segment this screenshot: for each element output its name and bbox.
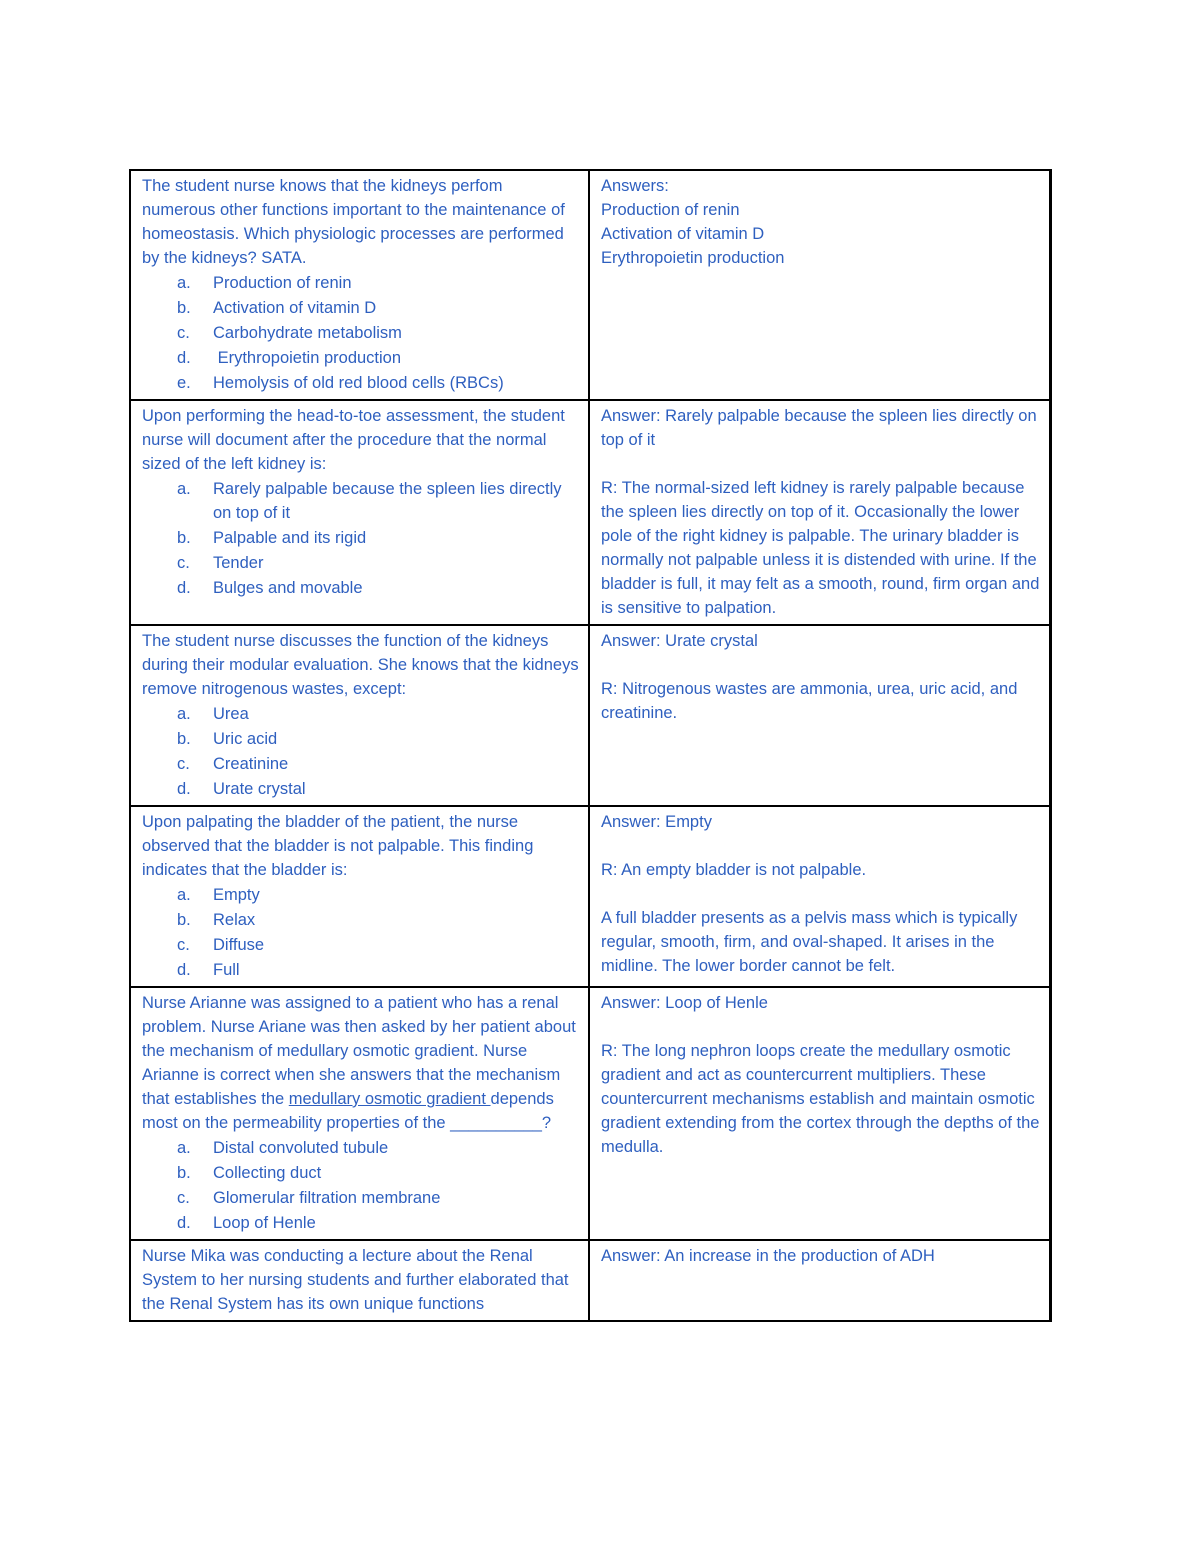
option-item — [142, 777, 580, 801]
option-letter: c. — [177, 936, 190, 954]
answer-text: Answer: Empty — [601, 813, 712, 831]
spacer — [601, 882, 1041, 906]
option-item — [142, 526, 580, 550]
option-item — [142, 1161, 580, 1185]
option-text: Relax — [213, 911, 256, 929]
answer-cell — [589, 1240, 1050, 1321]
option-letter: b. — [177, 730, 191, 748]
options-list — [142, 702, 580, 801]
answer-text: Answer: Urate crystal — [601, 632, 758, 650]
option-letter: d. — [177, 1214, 191, 1232]
option-item — [142, 551, 580, 575]
option-item — [142, 908, 580, 932]
spacer — [601, 452, 1041, 476]
option-letter: b. — [177, 911, 191, 929]
option-text: Palpable and its rigid — [213, 529, 367, 547]
option-text: Hemolysis of old red blood cells (RBCs) — [213, 374, 504, 392]
question-cell — [130, 625, 589, 806]
qa-row — [130, 806, 1050, 987]
answer-text: Answer: An increase in the production of ADH — [601, 1247, 935, 1265]
option-item — [142, 296, 580, 320]
option-letter: a. — [177, 886, 191, 904]
option-text: Full — [213, 961, 240, 979]
option-letter: d. — [177, 961, 191, 979]
option-item — [142, 346, 580, 370]
option-text: Production of renin — [213, 274, 352, 292]
qa-row — [130, 987, 1050, 1240]
answer-text: Answer: Rarely palpable because the spleen lies directly on top of it — [601, 407, 1037, 449]
option-letter: a. — [177, 274, 191, 292]
option-item — [142, 1211, 580, 1235]
question-text: The student nurse knows that the kidneys perfom numerous other functions important to the maintenance of homeostasis. Which physiologic processes are performed by the kidneys? SATA. — [142, 177, 565, 267]
option-item — [142, 371, 580, 395]
answer-cell — [589, 400, 1050, 625]
question-text — [142, 991, 580, 1135]
answer-heading: Answers: — [601, 177, 669, 195]
option-item — [142, 321, 580, 345]
answer-line: Erythropoietin production — [601, 249, 785, 267]
rationale-text: R: The normal-sized left kidney is rarely palpable because the spleen lies directly on top of it. Occasionally the lower pole of the right kidney is palpable. The urinary bladder is normally not palpable unless it is distended with urine. If the bladder is full, it may felt as a smooth, round, firm organ and is sensitive to palpation. — [601, 479, 1040, 617]
option-letter: c. — [177, 554, 190, 572]
option-letter: d. — [177, 349, 191, 367]
option-item — [142, 1136, 580, 1160]
question-text-end: depends most on the permeability properties of the __________? — [142, 1090, 554, 1132]
option-text: Glomerular filtration membrane — [213, 1189, 441, 1207]
option-letter: b. — [177, 529, 191, 547]
question-text-start: Nurse Arianne was assigned to a patient who has a renal problem. Nurse Ariane was then asked by her patient about the mechanism of medullary osmotic gradient. Nurse Arianne is correct when she answers that the mechanism that establishes the — [142, 994, 576, 1108]
option-letter: a. — [177, 1139, 191, 1157]
option-letter: c. — [177, 324, 190, 342]
option-item — [142, 933, 580, 957]
rationale-text: R: An empty bladder is not palpable. — [601, 861, 867, 879]
option-text: Urea — [213, 705, 249, 723]
question-text: Upon palpating the bladder of the patient, the nurse observed that the bladder is not palpable. This finding indicates that the bladder is: — [142, 813, 534, 879]
spacer — [601, 834, 1041, 858]
option-text: Tender — [213, 554, 264, 572]
answer-cell — [589, 170, 1050, 400]
option-text: Creatinine — [213, 755, 289, 773]
option-text: Activation of vitamin D — [213, 299, 377, 317]
question-cell — [130, 170, 589, 400]
option-text: Collecting duct — [213, 1164, 322, 1182]
option-item — [142, 752, 580, 776]
answer-cell — [589, 625, 1050, 806]
option-item — [142, 702, 580, 726]
option-item — [142, 576, 580, 600]
option-letter: a. — [177, 705, 191, 723]
question-text: Upon performing the head-to-toe assessment, the student nurse will document after the procedure that the normal sized of the left kidney is: — [142, 407, 565, 473]
options-list — [142, 271, 580, 395]
option-item — [142, 271, 580, 295]
rationale-text: R: Nitrogenous wastes are ammonia, urea, uric acid, and creatinine. — [601, 680, 1018, 722]
question-cell — [130, 1240, 589, 1321]
option-text: Uric acid — [213, 730, 278, 748]
options-list — [142, 477, 580, 600]
option-text: Bulges and movable — [213, 579, 363, 597]
option-letter: b. — [177, 1164, 191, 1182]
option-letter: d. — [177, 579, 191, 597]
options-list — [142, 1136, 580, 1235]
spacer — [601, 1015, 1041, 1039]
answer-text: Answer: Loop of Henle — [601, 994, 768, 1012]
option-text: Erythropoietin production — [213, 349, 402, 367]
qa-row — [130, 625, 1050, 806]
option-text: Carbohydrate metabolism — [213, 324, 402, 342]
option-text: Urate crystal — [213, 780, 306, 798]
option-letter: d. — [177, 780, 191, 798]
question-cell — [130, 806, 589, 987]
qa-table — [129, 169, 1052, 1322]
question-text: Nurse Mika was conducting a lecture about the Renal System to her nursing students and further elaborated that the Renal System has its own unique functions — [142, 1247, 569, 1313]
qa-row — [130, 400, 1050, 625]
answer-cell — [589, 806, 1050, 987]
question-cell — [130, 400, 589, 625]
option-text: Empty — [213, 886, 260, 904]
explanation-text: A full bladder presents as a pelvis mass which is typically regular, smooth, firm, and oval-shaped. It arises in the midline. The lower border cannot be felt. — [601, 909, 1018, 975]
options-list — [142, 883, 580, 982]
option-letter: b. — [177, 299, 191, 317]
option-text: Loop of Henle — [213, 1214, 316, 1232]
option-item — [142, 477, 580, 525]
option-letter: e. — [177, 374, 191, 392]
option-item — [142, 727, 580, 751]
option-text: Distal convoluted tubule — [213, 1139, 389, 1157]
option-letter: a. — [177, 480, 191, 498]
question-text: The student nurse discusses the function of the kidneys during their modular evaluation. She knows that the kidneys remove nitrogenous wastes, except: — [142, 632, 579, 698]
option-item — [142, 958, 580, 982]
answer-cell — [589, 987, 1050, 1240]
option-item — [142, 883, 580, 907]
option-text: Rarely palpable because the spleen lies directly on top of it — [213, 480, 562, 522]
option-letter: c. — [177, 755, 190, 773]
option-letter: c. — [177, 1189, 190, 1207]
rationale-text: R: The long nephron loops create the medullary osmotic gradient and act as countercurrent multipliers. These countercurrent mechanisms establish and maintain osmotic gradient extending from the cortex through the depths of the medulla. — [601, 1042, 1040, 1156]
option-item — [142, 1186, 580, 1210]
question-cell — [130, 987, 589, 1240]
underlined-term: medullary osmotic gradient — [288, 1090, 491, 1108]
qa-row — [130, 170, 1050, 400]
option-text: Diffuse — [213, 936, 265, 954]
spacer — [601, 653, 1041, 677]
qa-row — [130, 1240, 1050, 1321]
answer-line: Production of renin — [601, 201, 740, 219]
answer-line: Activation of vitamin D — [601, 225, 765, 243]
